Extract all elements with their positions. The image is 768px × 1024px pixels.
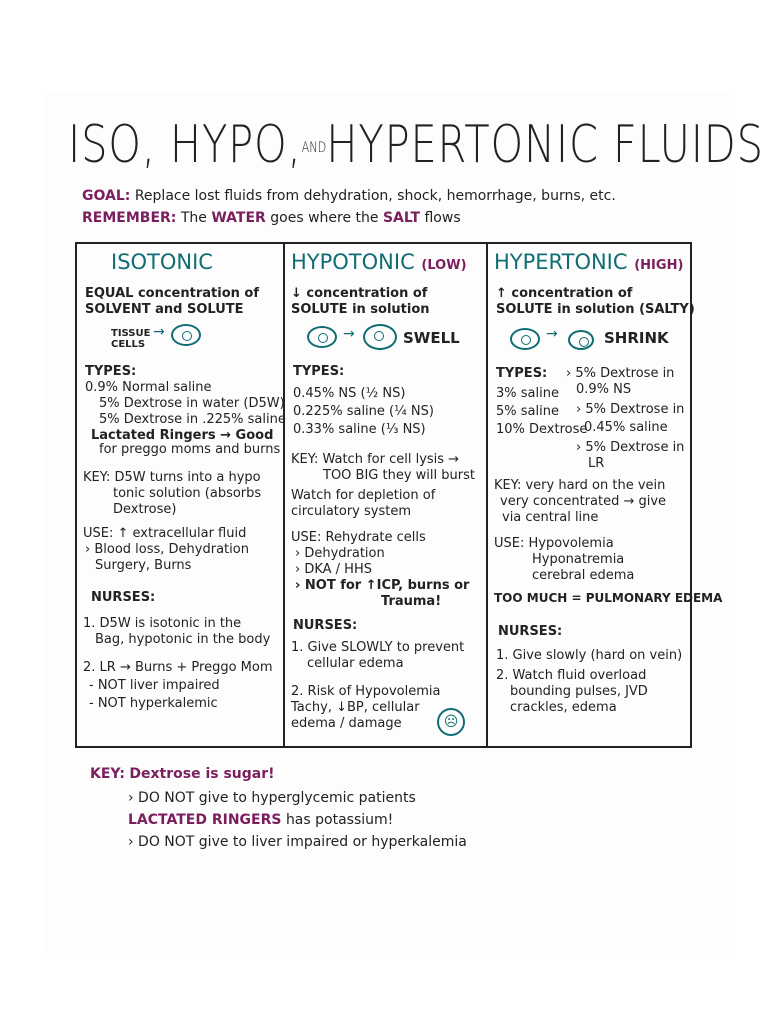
use-note: USE: Hypovolemia [494, 536, 614, 551]
types-label: TYPES: [496, 366, 548, 381]
cell-icon [307, 326, 337, 348]
swollen-cell-icon [363, 324, 397, 350]
lactated-ringers-note: LACTATED RINGERS has potassium! [128, 812, 394, 828]
sad-face-icon: ☹ [437, 708, 465, 736]
key-note: KEY: D5W turns into a hypo [83, 470, 261, 485]
nurses-label: NURSES: [91, 590, 156, 605]
hypertonic-column: HYPERTONIC (HIGH) ↑ concentration of SOLUTE in solution (SALTY) → SHRINK TYPES: › 5% Dextrose in 0.9% NS 3% saline 5% saline › 5% Dextrose in 10% Dextrose 0.45% saline › 5% Dextrose in LR KEY: very hard on the vein very concentrated → give via central line USE: Hypovolemia Hyponatremia cerebral edema TOO MUCH = PULMONARY EDEMA NURSES: 1. Give slowly (hard on vein) 2. Watch fluid overload bounding pulses, JVD crackles, edema [494, 250, 723, 715]
bottom-key: KEY: Dextrose is sugar! [90, 766, 275, 782]
hypotonic-header: HYPOTONIC (LOW) [291, 250, 467, 274]
arrow-icon: → [343, 326, 355, 342]
page-title: ISO, HYPO,ANDHYPERTONIC FLUIDS [68, 115, 764, 175]
key-note: KEY: Watch for cell lysis → [291, 452, 460, 467]
nurses-label: NURSES: [498, 624, 563, 639]
goal-line: GOAL: Replace lost fluids from dehydration, shock, hemorrhage, burns, etc. [82, 188, 616, 204]
types-label: TYPES: [293, 364, 345, 379]
shrunk-cell-icon [568, 330, 594, 350]
fluids-table [75, 242, 723, 748]
key-note: KEY: very hard on the vein [494, 478, 666, 493]
too-much-note: TOO MUCH = PULMONARY EDEMA [494, 591, 723, 605]
isotonic-column: ISOTONIC EQUAL concentration of SOLVENT and SOLUTE TISSUE CELLS → TYPES: 0.9% Normal saline 5% Dextrose in water (D5W) 5% Dextrose in .225% saline Lactated Ringers → Good for preggo moms and burns KEY: D5W turns into a hypo tonic solution (absorbs Dextrose) USE: ↑ extracellular fluid › Blood loss, Dehydration Surgery, Burns NURSES: 1. D5W is isotonic in the Bag, hypotonic in the body 2. LR → Burns + Preggo Mom - NOT liver impaired - NOT hyperkalemic [77, 244, 285, 746]
isotonic-desc: EQUAL concentration of [85, 286, 259, 301]
use-note: USE: ↑ extracellular fluid [83, 526, 247, 541]
cell-icon [171, 324, 201, 346]
isotonic-header: ISOTONIC [111, 250, 213, 274]
use-note: USE: Rehydrate cells [291, 530, 426, 545]
types-label: TYPES: [85, 364, 137, 379]
remember-line: REMEMBER: The WATER goes where the SALT flows [82, 210, 461, 226]
arrow-icon: → [546, 326, 558, 342]
arrow-icon: → [153, 324, 165, 340]
swell-label: SWELL [403, 329, 460, 347]
hypotonic-column: HYPOTONIC (LOW) ↓ concentration of SOLUTE in solution → SWELL TYPES: 0.45% NS (½ NS) 0.225% saline (¼ NS) 0.33% saline (⅓ NS) KEY: Watch for cell lysis → TOO BIG they will burst Watch for depletion of circulatory system USE: Rehydrate cells › Dehydration › DKA / HHS › NOT for ↑ICP, burns or Trauma! NURSES: 1. Give SLOWLY to prevent cellular edema 2. Risk of Hypovolemia Tachy, ↓BP, cellular edema / damage ☹ [285, 244, 488, 746]
hypertonic-header: HYPERTONIC (HIGH) [494, 250, 684, 274]
shrink-label: SHRINK [604, 329, 669, 347]
tissue-label: TISSUE CELLS [111, 328, 151, 350]
nurses-label: NURSES: [293, 618, 358, 633]
cell-icon [510, 328, 540, 350]
